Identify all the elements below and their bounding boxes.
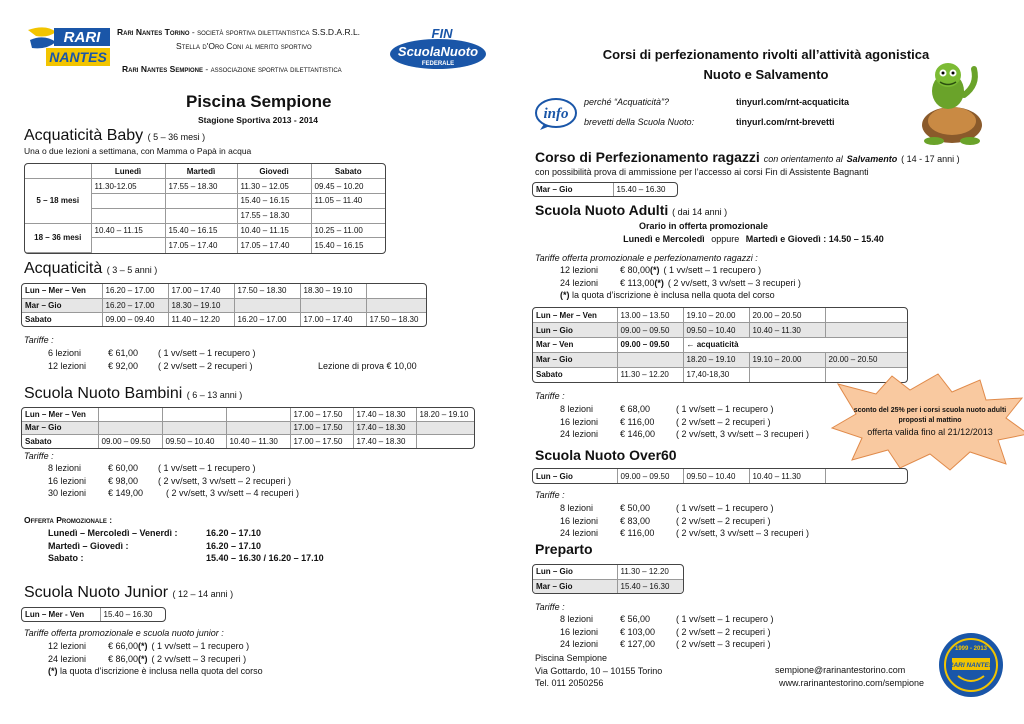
price-lessons: 24 lezioni [560, 639, 599, 649]
price-amount: € 116,00 [620, 528, 655, 538]
table-cell [98, 421, 162, 434]
table-cell [234, 298, 300, 312]
adulti-title: Scuola Nuoto Adulti [535, 202, 669, 218]
seal-years: 1999 - 2013 [954, 646, 988, 652]
table-cell [617, 352, 683, 367]
price-amount: € 86,00 [108, 653, 139, 664]
table-cell: 17.40 – 18.30 [353, 408, 416, 421]
table-cell: 11.05 – 11.40 [311, 194, 385, 209]
table-cell: 17.00 – 17.40 [168, 284, 234, 298]
row-label: Lun – Mer – Ven [533, 308, 617, 323]
price-star: (*) [138, 641, 148, 651]
table-cell: 17.00 – 17.50 [290, 421, 353, 434]
adulti-promo-prices [560, 264, 801, 302]
table-cell: 17.55 – 18.30 [165, 179, 237, 194]
adulti-age: ( dai 14 anni ) [672, 207, 728, 217]
price-detail: ( 1 vv/sett – 1 recupero ) [663, 265, 762, 275]
discount-line-3: offerta valida fino al 21/12/2013 [867, 427, 993, 437]
table-cell: 10.40 – 11.15 [237, 223, 311, 238]
table-cell [825, 469, 907, 483]
table-cell [226, 421, 290, 434]
over60-timetable [532, 468, 908, 484]
table-cell: 11.30 – 12.20 [617, 565, 683, 579]
table-cell: 09.00 – 09.50 [617, 323, 683, 338]
table-cell: 13.00 – 13.50 [617, 308, 683, 323]
table-cell [98, 408, 162, 421]
info-icon [534, 97, 578, 131]
price-row [560, 626, 774, 639]
baby-header: Sabato [311, 164, 385, 179]
price-detail: ( 1 vv/sett – 1 recupero ) [151, 641, 250, 651]
price-star: (*) [654, 277, 664, 288]
table-cell: 17.05 – 17.40 [165, 238, 237, 253]
table-cell [749, 367, 825, 382]
info-q1: perché “Acquaticità”? [584, 97, 670, 107]
price-amount: € 68,00 [620, 404, 651, 414]
anniversary-seal [938, 632, 1004, 698]
junior-title: Scuola Nuoto Junior [24, 584, 169, 601]
promo-day: Lunedì – Mercoledì – Venerdì : [48, 528, 178, 538]
table-cell: 16.20 – 17.00 [102, 298, 168, 312]
price-row [560, 515, 809, 528]
table-cell: 15.40 – 16.30 [100, 608, 165, 621]
table-cell [91, 208, 165, 223]
table-cell: 19.10 – 20.00 [683, 308, 749, 323]
price-row [560, 613, 774, 626]
table-cell: 10.40 – 11.30 [749, 469, 825, 483]
table-cell: 09.50 – 10.40 [162, 435, 226, 448]
adulti-promo-2 [535, 233, 972, 246]
acq-prices [48, 347, 256, 372]
row-label: Lun – Mer – Ven [22, 284, 102, 298]
promo-title: Offerta Promozionale : [24, 515, 113, 525]
price-amount: € 92,00 [108, 360, 139, 371]
acq-timetable [21, 283, 427, 327]
price-amount: € 149,00 [108, 488, 144, 498]
price-amount: € 50,00 [620, 503, 651, 513]
row-label: Mar – Gio [533, 352, 617, 367]
price-lessons: 16 lezioni [560, 515, 599, 526]
arrow-note: acquaticità [696, 340, 739, 350]
price-lessons: 8 lezioni [560, 404, 594, 414]
over60-title: Scuola Nuoto Over60 [535, 447, 677, 463]
table-cell [311, 208, 385, 223]
baby-desc: Una o due lezioni a settimana, con Mamma o Papà in acqua [24, 146, 252, 156]
promo-time: 15.40 – 16.30 / 16.20 – 17.10 [206, 553, 324, 563]
org2-name: Rari Nantes Sempione [122, 64, 204, 74]
price-detail: ( 2 vv/sett, 3 vv/sett – 2 recuperi ) [158, 475, 292, 486]
price-row [48, 640, 249, 653]
table-cell: 10.40 – 11.15 [91, 223, 165, 238]
price-detail: ( 2 vv/sett – 2 recuperi ) [676, 416, 771, 427]
bambini-prices [48, 462, 299, 500]
table-cell: 18.20 – 19.10 [416, 408, 474, 421]
fin-logo-text-1: FIN [431, 26, 453, 41]
price-row [560, 428, 809, 441]
table-cell [416, 421, 474, 434]
price-lessons: 16 lezioni [560, 416, 599, 427]
bambini-age: ( 6 – 13 anni ) [186, 390, 243, 400]
table-cell: 15.40 – 16.15 [237, 194, 311, 209]
table-cell: 09.00 – 09.40 [102, 312, 168, 326]
table-cell: 16.20 – 17.00 [102, 284, 168, 298]
ragazzi-sub: con orientamento al [763, 154, 843, 164]
table-cell: 10.25 – 11.00 [311, 223, 385, 238]
preparto-prices [560, 613, 774, 651]
acq-age: ( 3 – 5 anni ) [106, 265, 158, 275]
table-cell: 09.00 – 09.50 [617, 469, 683, 483]
fin-logo-text-2: ScuolaNuoto [397, 44, 479, 59]
org2-line [122, 63, 342, 75]
price-lessons: 30 lezioni [48, 488, 87, 498]
baby-header: Martedì [165, 164, 237, 179]
table-cell: 17.50 – 18.30 [234, 284, 300, 298]
adulti-promo-2a: Lunedì e Mercoledì [623, 234, 705, 244]
row-label: Mar – Gio [22, 298, 102, 312]
acq-trial: Lezione di prova € 10,00 [318, 361, 417, 371]
table-cell: 17.00 – 17.50 [290, 408, 353, 421]
bambini-title-line [24, 385, 242, 403]
table-cell [300, 298, 366, 312]
pool-title: Piscina Sempione [186, 92, 332, 111]
baby-age: ( 5 – 36 mesi ) [147, 132, 206, 142]
promo-row [48, 527, 324, 540]
row-label: Mar – Gio [22, 421, 98, 434]
adulti-promo-1: Orario in offerta promozionale [638, 221, 768, 231]
table-cell: 15.40 – 16.30 [613, 183, 677, 196]
price-lessons: 12 lezioni [560, 265, 599, 275]
table-cell: 11.30 – 12.20 [617, 367, 683, 382]
price-lessons: 6 lezioni [48, 348, 82, 358]
table-cell: 11.40 – 12.20 [168, 312, 234, 326]
promo-day: Martedì – Giovedì : [48, 540, 129, 551]
baby-title: Acquaticità Baby [24, 127, 144, 144]
table-cell: 15.40 – 16.15 [311, 238, 385, 253]
row-label: Lun – Mer - Ven [22, 608, 100, 621]
baby-title-line [24, 127, 205, 145]
price-lessons: 24 lezioni [48, 653, 87, 664]
promo-time: 16.20 – 17.10 [206, 528, 262, 538]
table-cell: 18.20 – 19.10 [683, 352, 749, 367]
price-row [48, 347, 256, 360]
baby-header: Giovedì [237, 164, 311, 179]
price-amount: € 98,00 [108, 475, 139, 486]
junior-timetable [21, 607, 166, 622]
row-label: Sabato [533, 367, 617, 382]
adulti-promo-tariffe-label: Tariffe offerta promozionale e perfezionamento ragazzi : [535, 253, 758, 263]
adulti-tariffe-label: Tariffe : [535, 391, 565, 401]
row-label: Sabato [22, 312, 102, 326]
adulti-promo-2c: Martedì e Giovedì : 14.50 – 15.40 [745, 234, 884, 244]
table-cell: 20.00 – 20.50 [825, 352, 907, 367]
table-cell: 18.30 – 19.10 [300, 284, 366, 298]
price-row [48, 653, 249, 666]
price-detail: ( 1 vv/sett – 1 recupero ) [158, 348, 256, 358]
right-title-1: Corsi di perfezionamento rivolti all’attività agonistica [602, 47, 930, 62]
price-detail: ( 2 vv/sett – 2 recuperi ) [676, 626, 771, 637]
price-row [48, 475, 299, 488]
table-cell: 10.40 – 11.30 [226, 435, 290, 448]
table-cell: 18.30 – 19.10 [168, 298, 234, 312]
price-detail: ( 1 vv/sett – 1 recupero ) [158, 463, 256, 473]
contact-web[interactable]: www.rarinantestorino.com/sempione [779, 678, 925, 688]
table-cell: 17.50 – 18.30 [366, 312, 426, 326]
ragazzi-timetable [532, 182, 678, 197]
table-cell: 09.00 – 09.50 [98, 435, 162, 448]
junior-title-line [24, 584, 233, 602]
preparto-tariffe-label: Tariffe : [535, 602, 565, 612]
info-link-brevetti[interactable]: tinyurl.com/rnt-brevetti [736, 117, 835, 127]
table-cell [162, 421, 226, 434]
right-title-2: Nuoto e Salvamento [703, 67, 829, 82]
price-amount: € 56,00 [620, 614, 651, 624]
acq-title-line [24, 260, 157, 278]
org2-desc: - associazione sportiva dilettantistica [205, 64, 342, 74]
table-cell: 09.45 – 10.20 [311, 179, 385, 194]
bambini-timetable [21, 407, 475, 449]
junior-note-line [48, 665, 263, 678]
adulti-title-line [535, 202, 727, 218]
table-cell [366, 298, 426, 312]
table-cell [366, 284, 426, 298]
table-cell: 17.40 – 18.30 [353, 435, 416, 448]
price-row [560, 502, 809, 515]
price-row [48, 360, 256, 373]
price-lessons: 24 lezioni [560, 277, 599, 288]
right-title [596, 45, 936, 85]
table-cell [165, 194, 237, 209]
contact-address: Via Gottardo, 10 – 10155 Torino [535, 665, 663, 676]
price-amount: € 113,00 [620, 277, 655, 288]
org1-name: Rari Nantes Torino [117, 27, 190, 37]
price-row [560, 277, 801, 290]
baby-header: Lunedì [91, 164, 165, 179]
row-label: Lun – Gio [533, 469, 617, 483]
note-star: (*) [48, 666, 58, 676]
preparto-title: Preparto [535, 541, 593, 557]
table-cell: 11.30-12.05 [91, 179, 165, 194]
price-amount: € 80,00 [620, 265, 651, 275]
price-amount: € 60,00 [108, 463, 139, 473]
table-cell: 17.40 – 18.30 [353, 421, 416, 434]
table-cell [226, 408, 290, 421]
table-cell: 11.30 – 12.05 [237, 179, 311, 194]
price-amount: € 83,00 [620, 515, 651, 526]
table-cell: 20.00 – 20.50 [749, 308, 825, 323]
price-lessons: 24 lezioni [560, 528, 599, 538]
price-detail: ( 1 vv/sett – 1 recupero ) [676, 503, 774, 513]
price-amount: € 116,00 [620, 416, 655, 427]
price-detail: ( 2 vv/sett, 3 vv/sett – 3 recuperi ) [676, 429, 810, 439]
price-amount: € 127,00 [620, 639, 656, 649]
arrow-left-icon: ← [686, 340, 695, 350]
over60-tariffe-label: Tariffe : [535, 490, 565, 500]
table-cell [416, 435, 474, 448]
ragazzi-desc: con possibilità prova di ammissione per l’accesso ai corsi Fin di Assistente Bagnanti [535, 167, 869, 177]
adulti-note-line [560, 289, 801, 302]
bambini-title: Scuola Nuoto Bambini [24, 385, 183, 402]
adulti-promo-2b: oppure [711, 234, 740, 244]
price-lessons: 12 lezioni [48, 360, 87, 371]
table-cell [91, 238, 165, 253]
baby-group-2: 18 – 36 mesi [25, 223, 91, 253]
adulti-note: la quota d’iscrizione è inclusa nella quota del corso [572, 290, 775, 300]
price-amount: € 146,00 [620, 429, 656, 439]
price-lessons: 16 lezioni [48, 475, 87, 486]
junior-note: la quota d’iscrizione è inclusa nella quota del corso [60, 666, 263, 676]
contact-block [535, 652, 662, 690]
table-cell: 17.55 – 18.30 [237, 208, 311, 223]
price-detail: ( 2 vv/sett – 3 recuperi ) [676, 639, 771, 649]
baby-group-1: 5 – 18 mesi [25, 179, 91, 223]
price-amount: € 66,00 [108, 641, 139, 651]
price-row [48, 462, 299, 475]
price-row [560, 403, 809, 416]
ragazzi-age: ( 14 - 17 anni ) [901, 154, 960, 164]
table-cell: 15.40 – 16.30 [617, 579, 683, 593]
price-lessons: 24 lezioni [560, 429, 599, 439]
price-detail: ( 2 vv/sett, 3 vv/sett – 4 recuperi ) [166, 488, 300, 498]
table-cell [165, 208, 237, 223]
promo-row [48, 552, 324, 565]
fin-logo-text-3: FEDERALE [421, 61, 455, 67]
table-cell: 09.50 – 10.40 [683, 323, 749, 338]
info-q2: brevetti della Scuola Nuoto: [584, 117, 695, 127]
table-cell: 09.00 – 09.50 [617, 338, 683, 353]
price-lessons: 12 lezioni [48, 641, 87, 651]
table-cell: 17,40-18,30 [683, 367, 749, 382]
table-cell [91, 194, 165, 209]
price-row [48, 487, 299, 500]
price-lessons: 16 lezioni [560, 626, 599, 637]
price-detail: ( 2 vv/sett, 3 vv/sett – 3 recuperi ) [676, 528, 810, 538]
price-lessons: 8 lezioni [48, 463, 82, 473]
row-label: Lun – Gio [533, 565, 617, 579]
org1-desc: - società sportiva dilettantistica S.S.D.A.R.L. [191, 27, 361, 37]
table-cell: 10.40 – 11.30 [749, 323, 825, 338]
ragazzi-title-line [535, 149, 960, 165]
table-cell [825, 308, 907, 323]
price-row [560, 527, 809, 540]
table-cell: 19.10 – 20.00 [749, 352, 825, 367]
ragazzi-sub-bold: Salvamento [846, 154, 898, 164]
price-detail: ( 2 vv/sett – 3 recuperi ) [151, 653, 247, 664]
price-star: (*) [650, 265, 660, 275]
price-amount: € 103,00 [620, 626, 656, 637]
note-star: (*) [560, 290, 570, 300]
season: Stagione Sportiva 2013 - 2014 [198, 115, 318, 125]
contact-email[interactable]: sempione@rarinantestorino.com [775, 665, 906, 675]
price-lessons: 8 lezioni [560, 503, 594, 513]
preparto-timetable [532, 564, 684, 594]
contact-name: Piscina Sempione [535, 653, 608, 663]
org1-line [117, 26, 360, 38]
adulti-prices [560, 403, 809, 441]
info-icon-text: info [543, 106, 569, 122]
table-cell: 09.50 – 10.40 [683, 469, 749, 483]
promo-row [48, 540, 324, 553]
discount-text [830, 406, 1024, 439]
rari-logo-text-2: NANTES [49, 49, 107, 65]
table-cell: 17.05 – 17.40 [237, 238, 311, 253]
table-cell [825, 323, 907, 338]
row-label: Mar – Gio [533, 579, 617, 593]
price-detail: ( 1 vv/sett – 1 recupero ) [676, 614, 774, 624]
contact-phone: Tel. 011 2050256 [535, 678, 604, 688]
over60-prices [560, 502, 809, 540]
price-detail: ( 2 vv/sett – 2 recuperi ) [676, 515, 771, 526]
table-cell: 15.40 – 16.15 [165, 223, 237, 238]
fin-scuola-nuoto-logo [380, 26, 488, 70]
price-row [560, 264, 801, 277]
row-label: Mar – Gio [533, 183, 613, 196]
price-row [560, 416, 809, 429]
promo-time: 16.20 – 17.10 [206, 540, 262, 551]
row-label: Lun – Mer – Ven [22, 408, 98, 421]
turtle-mascot [912, 55, 994, 147]
promo-day: Sabato : [48, 553, 84, 563]
row-label: Mar – Ven [533, 338, 617, 353]
rari-logo-text-1: RARI [63, 29, 101, 46]
ragazzi-title: Corso di Perfezionamento ragazzi [535, 149, 760, 165]
row-label: Lun – Gio [533, 323, 617, 338]
acq-tariffe-label: Tariffe : [24, 335, 54, 345]
junior-tariffe-label: Tariffe offerta promozionale e scuola nuoto junior : [24, 628, 224, 638]
price-star: (*) [138, 653, 148, 664]
row-label: Sabato [22, 435, 98, 448]
price-detail: ( 2 vv/sett, 3 vv/sett – 3 recuperi ) [667, 277, 801, 288]
price-detail: ( 1 vv/sett – 1 recupero ) [676, 404, 774, 414]
price-amount: € 61,00 [108, 348, 139, 358]
price-detail: ( 2 vv/sett – 2 recuperi ) [158, 360, 253, 371]
baby-timetable [24, 163, 386, 254]
table-cell [162, 408, 226, 421]
price-row [560, 638, 774, 651]
table-cell: 17.00 – 17.40 [300, 312, 366, 326]
table-cell: 16.20 – 17.00 [234, 312, 300, 326]
acq-title: Acquaticità [24, 260, 103, 277]
table-cell: 17.00 – 17.50 [290, 435, 353, 448]
junior-age: ( 12 – 14 anni ) [172, 589, 234, 599]
junior-prices [48, 640, 249, 665]
discount-line-1: sconto del 25% per i corsi scuola nuoto adulti [853, 407, 1007, 414]
info-link-acquaticita[interactable]: tinyurl.com/rnt-acquaticita [736, 97, 850, 107]
discount-line-2: proposti al mattino [898, 417, 962, 424]
seal-name: RARI NANTES [948, 662, 994, 669]
bambini-tariffe-label: Tariffe : [24, 451, 54, 461]
price-lessons: 8 lezioni [560, 614, 594, 624]
arrow-note-cell [683, 338, 907, 353]
org1-award: Stella d'Oro Coni al merito sportivo [176, 41, 312, 51]
rari-nantes-logo [26, 24, 112, 68]
promo-list [48, 527, 324, 565]
